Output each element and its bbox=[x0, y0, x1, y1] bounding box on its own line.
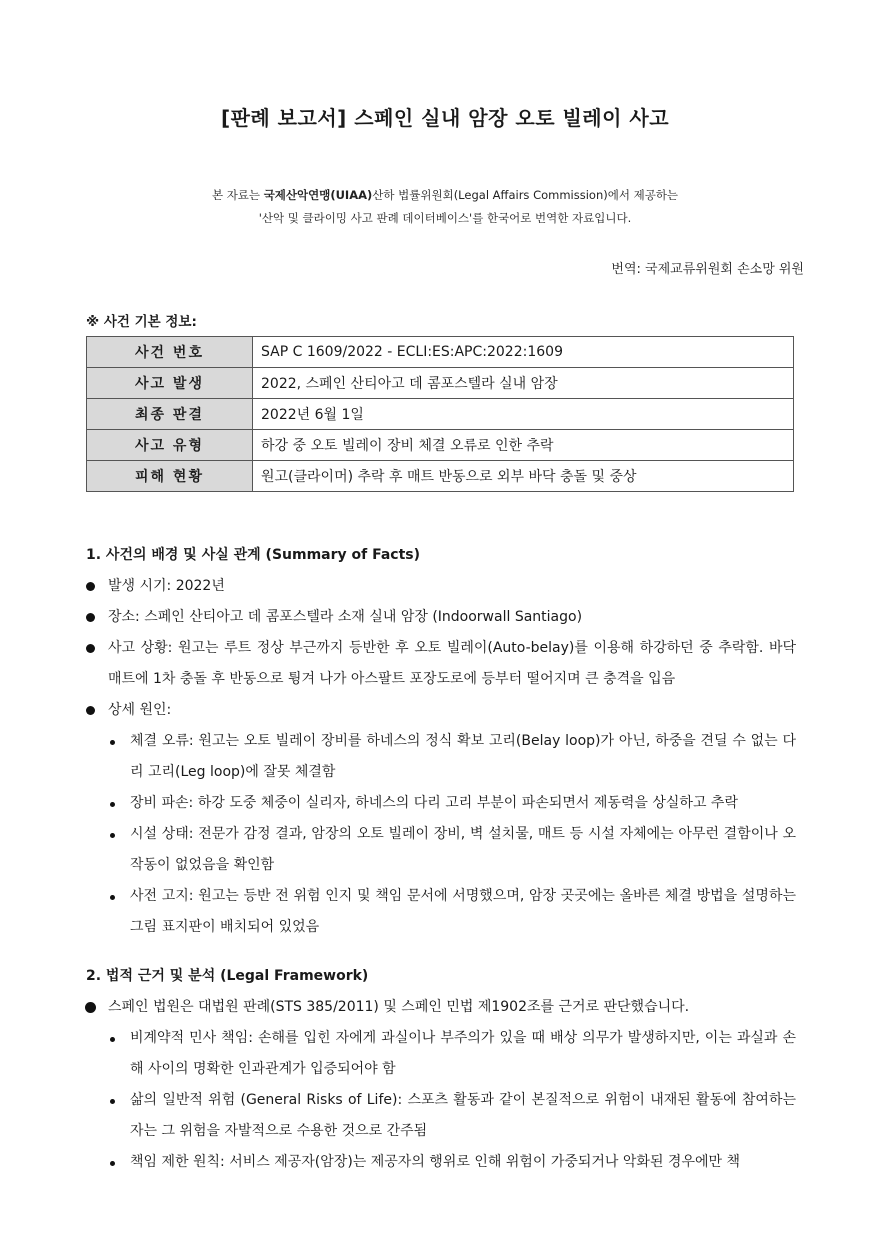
row-value: 원고(클라이머) 추락 후 매트 반동으로 외부 바닥 충돌 및 중상 bbox=[253, 461, 794, 492]
table-row bbox=[87, 399, 794, 430]
list-item bbox=[86, 695, 796, 726]
list-item-text: 장소: 스페인 산티아고 데 콤포스텔라 소재 실내 암장 (Indoorwall Santiago) bbox=[108, 609, 583, 625]
bullet-icon bbox=[86, 706, 95, 715]
sub-bullet-icon bbox=[110, 1037, 115, 1042]
case-info-heading: ※ 사건 기본 정보: bbox=[86, 314, 197, 330]
sub-list-item-text: 비계약적 민사 책임: 손해를 입힌 자에게 과실이나 부주의가 있을 때 배상 의무가 발생하지만, 이는 과실과 손해 사이의 명확한 인과관계가 입증되어야 함 bbox=[130, 1030, 796, 1077]
case-info-table bbox=[86, 336, 794, 492]
intro-line-2: '산악 및 클라이밍 사고 판례 데이터베이스'를 한국어로 번역한 자료입니다. bbox=[258, 211, 632, 225]
sub-list-item bbox=[86, 788, 796, 819]
section-spacer bbox=[86, 943, 796, 961]
table-row bbox=[87, 461, 794, 492]
sub-list-item-text: 체결 오류: 원고는 오토 빌레이 장비를 하네스의 정식 확보 고리(Belay loop)가 아닌, 하중을 견딜 수 없는 다리 고리(Leg loop)에 잘못 체결함 bbox=[130, 733, 796, 780]
sub-bullet-icon bbox=[110, 802, 115, 807]
list-item-text: 발생 시기: 2022년 bbox=[108, 578, 225, 594]
sub-list-item bbox=[86, 726, 796, 788]
sub-list-item bbox=[86, 1085, 796, 1147]
sub-bullet-icon bbox=[110, 895, 115, 900]
sub-bullet-icon bbox=[110, 1161, 115, 1166]
section-1-heading: 1. 사건의 배경 및 사실 관계 (Summary of Facts) bbox=[86, 547, 421, 563]
list-item-text: 스페인 법원은 대법원 판례(STS 385/2011) 및 스페인 민법 제1902조를 근거로 판단했습니다. bbox=[108, 999, 690, 1015]
row-value: 2022, 스페인 산티아고 데 콤포스텔라 실내 암장 bbox=[253, 368, 794, 399]
sub-bullet-icon bbox=[110, 1099, 115, 1104]
list-item bbox=[86, 602, 796, 633]
bullet-icon bbox=[86, 644, 95, 653]
document-title: [판례 보고서] 스페인 실내 암장 오토 빌레이 사고 bbox=[220, 106, 670, 130]
table-row bbox=[87, 430, 794, 461]
list-item bbox=[86, 571, 796, 602]
sub-bullet-icon bbox=[110, 740, 115, 745]
sub-list-item-text: 장비 파손: 하강 도중 체중이 실리자, 하네스의 다리 고리 부분이 파손되면서 제동력을 상실하고 추락 bbox=[130, 795, 738, 811]
document-body bbox=[86, 540, 796, 1178]
row-label: 최종 판결 bbox=[87, 399, 253, 430]
table-row bbox=[87, 337, 794, 368]
table-row bbox=[87, 368, 794, 399]
sub-list-item-text: 사전 고지: 원고는 등반 전 위험 인지 및 책임 문서에 서명했으며, 암장 곳곳에는 올바른 체결 방법을 설명하는 그림 표지판이 배치되어 있었음 bbox=[130, 888, 796, 935]
sub-list-item bbox=[86, 819, 796, 881]
row-label: 피해 현황 bbox=[87, 461, 253, 492]
intro-line-1-pre: 본 자료는 bbox=[211, 188, 264, 202]
sub-list-item bbox=[86, 1147, 796, 1178]
section-2-heading: 2. 법적 근거 및 분석 (Legal Framework) bbox=[86, 968, 369, 984]
row-value: 하강 중 오토 빌레이 장비 체결 오류로 인한 추락 bbox=[253, 430, 794, 461]
intro-text bbox=[0, 184, 890, 230]
row-value: SAP C 1609/2022 - ECLI:ES:APC:2022:1609 bbox=[253, 337, 794, 368]
row-label: 사고 발생 bbox=[87, 368, 253, 399]
sub-list-item-text: 책임 제한 원칙: 서비스 제공자(암장)는 제공자의 행위로 인해 위험이 가중되거나 악화된 경우에만 책 bbox=[130, 1154, 741, 1170]
row-label: 사건 번호 bbox=[87, 337, 253, 368]
list-item-text: 상세 원인: bbox=[108, 702, 172, 718]
intro-line-1-post: 산하 법률위원회(Legal Affairs Commission)에서 제공하는 bbox=[372, 188, 679, 202]
list-item bbox=[86, 992, 796, 1023]
row-label: 사고 유형 bbox=[87, 430, 253, 461]
bullet-icon bbox=[85, 1002, 96, 1013]
list-item-text: 사고 상황: 원고는 루트 정상 부근까지 등반한 후 오토 빌레이(Auto-belay)를 이용해 하강하던 중 추락함. 바닥 매트에 1차 충돌 후 반동으로 튕겨 나가 아스팔트 포장도로에 등부터 떨어지며 큰 충격을 입음 bbox=[108, 640, 796, 687]
row-value: 2022년 6월 1일 bbox=[253, 399, 794, 430]
sub-list-item-text: 삶의 일반적 위험 (General Risks of Life): 스포츠 활동과 같이 본질적으로 위험이 내재된 활동에 참여하는 자는 그 위험을 자발적으로 수용한 것으로 간주됨 bbox=[130, 1092, 796, 1139]
intro-line-1 bbox=[0, 184, 890, 207]
list-item bbox=[86, 633, 796, 695]
translator-credit: 번역: 국제교류위원회 손소망 위원 bbox=[611, 262, 804, 277]
sub-list-item-text: 시설 상태: 전문가 감정 결과, 암장의 오토 빌레이 장비, 벽 설치물, 매트 등 시설 자체에는 아무런 결함이나 오작동이 없었음을 확인함 bbox=[130, 826, 796, 873]
sub-bullet-icon bbox=[110, 833, 115, 838]
sub-list-item bbox=[86, 1023, 796, 1085]
bullet-icon bbox=[86, 582, 95, 591]
intro-line-1-org: 국제산악연맹(UIAA) bbox=[263, 188, 373, 202]
sub-list-item bbox=[86, 881, 796, 943]
bullet-icon bbox=[86, 613, 95, 622]
